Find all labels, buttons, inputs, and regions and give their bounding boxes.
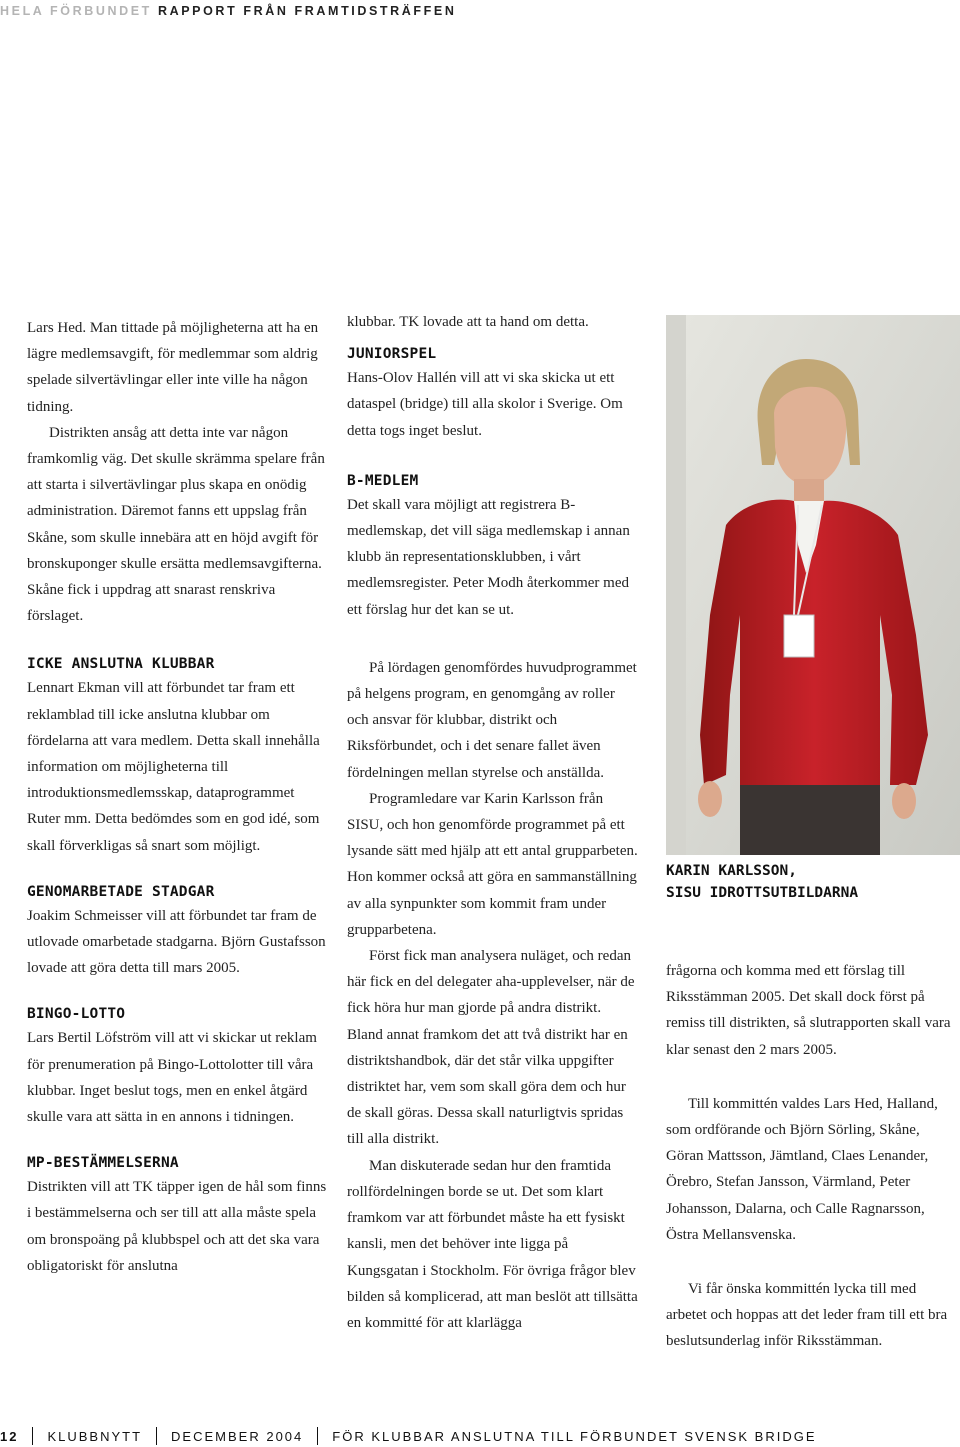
paragraph: Lars Hed. Man tittade på möjligheterna att ha en lägre medlemsavgift, för medlemmar som aldrig spelade silvertävlingar eller inte ville ha någon tidning. bbox=[27, 320, 319, 415]
section-heading-bingo-lotto: BINGO-LOTTO bbox=[27, 1006, 126, 1023]
paragraph: Lennart Ekman vill att förbundet tar fram ett reklamblad till icke anslutna klubbar om fördelarna att vara medlem. Detta skall innehålla information om möjligheterna till introduktionsmedlemsskap, dataprogrammet Ruter mm. Detta bedömdes som en god idé, som skall förverkligas så snart som möjligt. bbox=[27, 680, 320, 854]
caption-line: KARIN KARLSSON, bbox=[666, 863, 797, 879]
page-header bbox=[0, 4, 456, 18]
column-2 bbox=[347, 309, 639, 1336]
divider bbox=[32, 1427, 33, 1445]
photo-caption bbox=[666, 860, 858, 904]
paragraph: Programledare var Karin Karlsson från SISU, och hon genomförde programmet på ett lysande sätt med hjälp att ett antal grupparbeten. Hon kommer också att göra en sammanställning av alla synpunkter som kommit fram under grupparbetena. bbox=[347, 790, 638, 938]
divider bbox=[317, 1427, 318, 1445]
page-number: 12 bbox=[0, 1428, 19, 1444]
section-heading-stadgar: GENOMARBETADE STADGAR bbox=[27, 883, 215, 900]
paragraph: Det skall vara möjligt att registrera B-medlemskap, det vill säga medlemskap i annan klubb än representationsklubben, i vårt medlemsregister. Peter Modh återkommer med ett förslag hur det kan se ut. bbox=[347, 496, 630, 618]
paragraph: frågorna och komma med ett förslag till Riksstämman 2005. Det skall dock först på remiss till distrikten, så slutrapporten skall vara klar senast den 2 mars 2005. bbox=[666, 963, 951, 1058]
portrait-photo bbox=[666, 315, 960, 855]
divider bbox=[156, 1427, 157, 1445]
section-heading-b-medlem: B-MEDLEM bbox=[347, 472, 419, 489]
footer-tagline: FÖR KLUBBAR ANSLUTNA TILL FÖRBUNDET SVENSK BRIDGE bbox=[332, 1428, 817, 1444]
paragraph: Till kommittén valdes Lars Hed, Halland, som ordförande och Björn Sörling, Skåne, Göran Mattsson, Jämtland, Claes Lenander, Örebro, Stefan Jansson, Värmland, Peter Johansson, Dalarna, och Calle Ragnarsson, Östra Mellansvenska. bbox=[666, 1095, 938, 1243]
column-3 bbox=[666, 958, 956, 1355]
section-heading-mp-bestammelser: MP-BESTÄMMELSERNA bbox=[27, 1155, 179, 1172]
paragraph: Hans-Olov Hallén vill att vi ska skicka ut ett dataspel (bridge) till alla skolor i Sverige. Om detta togs inget beslut. bbox=[347, 370, 623, 439]
paragraph: Joakim Schmeisser vill att förbundet tar fram de utlovade omarbetade stadgarna. Björn Gustafsson lovade att göra detta till mars 2005. bbox=[27, 907, 326, 977]
caption-line: SISU IDROTTSUTBILDARNA bbox=[666, 885, 859, 901]
paragraph: klubbar. TK lovade att ta hand om detta. bbox=[347, 314, 589, 330]
section-label: HELA FÖRBUNDET bbox=[0, 4, 152, 18]
paragraph: Lars Bertil Löfström vill att vi skickar ut reklam för prenumeration på Bingo-Lottolotter till våra klubbar. Inget beslut togs, men en enkel åtgärd skulle vara att sätta in en annons i tidningen. bbox=[27, 1030, 317, 1126]
paragraph: Distrikten vill att TK täpper igen de hål som finns i bestämmelserna och ser till att alla måste spela om bronspoäng på klubbspel och att det ska vara obligatoriskt för anslutna bbox=[27, 1179, 327, 1274]
section-heading-icke-anslutna: ICKE ANSLUTNA KLUBBAR bbox=[27, 656, 215, 673]
paragraph: Först fick man analysera nuläget, och redan här fick en del delegater aha-upplevelser, när de fick höra hur man gjorde på andra distrikt. Bland annat framkom det att två distrikt har en distriktshandbok, där det står vilka uppgifter distriktet har, vem som skall göra dem och hur de skall göras. Dessa skall naturligtvis spridas till alla distrikt. bbox=[347, 948, 635, 1148]
article-title: RAPPORT FRÅN FRAMTIDSTRÄFFEN bbox=[157, 4, 457, 18]
paragraph: Man diskuterade sedan hur den framtida rollfördelningen borde se ut. Det som klart framkom var att förbundet måste ha ett fysiskt kansli, men det behöver inte ligga på Kungsgatan i Stockholm. För övriga frågor blev bilden så komplicerad, att man beslöt att tillsätta en kommitté för att klarlägga bbox=[347, 1157, 638, 1331]
section-heading-juniorspel: JUNIORSPEL bbox=[347, 346, 437, 363]
column-1 bbox=[27, 315, 327, 1279]
magazine-name: KLUBBNYTT bbox=[47, 1428, 143, 1444]
paragraph: På lördagen genomfördes huvudprogrammet på helgens program, en genomgång av roller och ansvar för klubbar, distrikt och Riksförbundet, och i det senare fallet även fördelningen mellan styrelse och anställda. bbox=[347, 659, 637, 781]
paragraph: Distrikten ansåg att detta inte var någon framkomlig väg. Det skulle skrämma spelare från att starta i silvertävlingar plus skapa en onödig administration. Däremot fanns ett uppslag från Skåne, som skulle innebära att en höjd avgift för bronskuponger skulle ersätta medlemsavgifterna. Skåne fick i uppdrag att snarast renskriva förslaget. bbox=[27, 424, 325, 625]
issue-date: DECEMBER 2004 bbox=[171, 1428, 304, 1444]
page-footer bbox=[0, 1426, 960, 1446]
paragraph: Vi får önska kommittén lycka till med arbetet och hoppas att det leder fram till ett bra beslutsunderlag inför Riksstämman. bbox=[666, 1281, 948, 1350]
